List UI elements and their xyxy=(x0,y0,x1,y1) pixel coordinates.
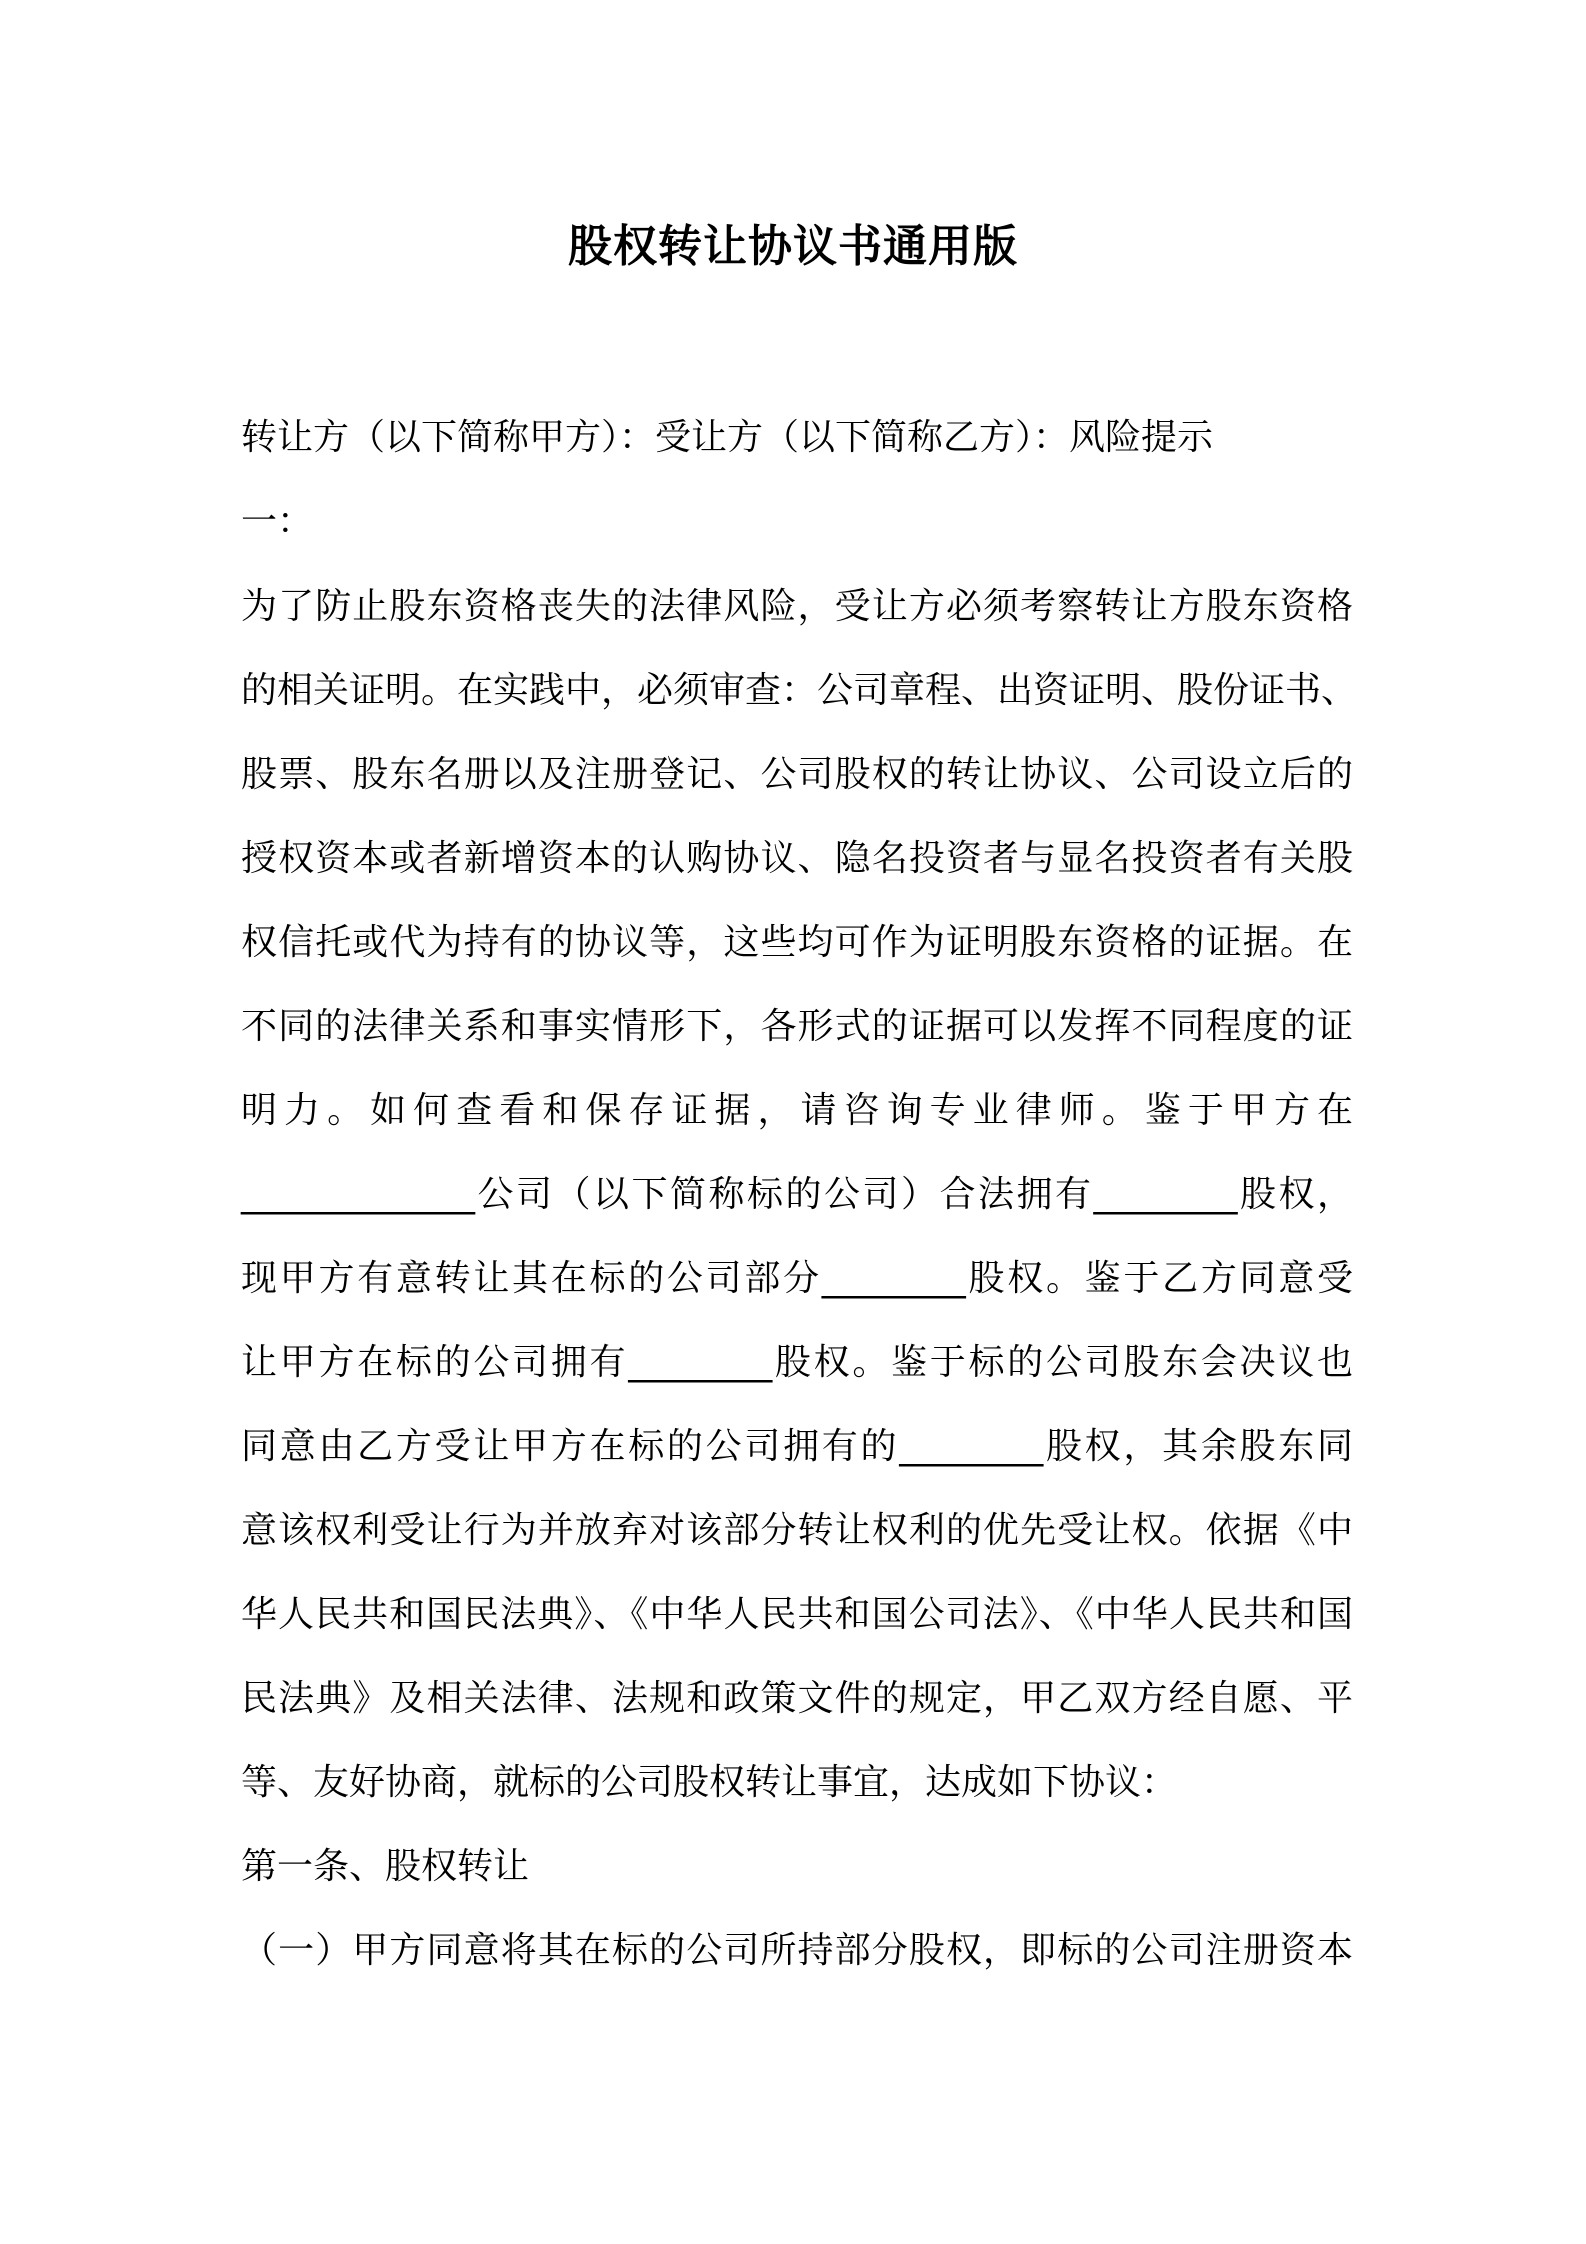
text-line-14: 意该权利受让行为并放弃对该部分转让权利的优先受让权。依据《中 xyxy=(241,1510,1353,1551)
text-line-1: 转让方（以下简称甲方）：受让方（以下简称乙方）：风险提示 xyxy=(241,417,1214,458)
text-line-9: 明力。如何查看和保存证据，请咨询专业律师。鉴于甲方在 xyxy=(241,1090,1353,1131)
text-line-17: 等、友好协商，就标的公司股权转让事宜，达成如下协议： xyxy=(241,1762,1178,1803)
text-line-5: 股票、股东名册以及注册登记、公司股权的转让协议、公司设立后的 xyxy=(241,754,1353,795)
text-line-10: _____________公司（以下简称标的公司）合法拥有________股权， xyxy=(241,1174,1353,1215)
text-line-7: 权信托或代为持有的协议等，这些均可作为证明股东资格的证据。在 xyxy=(241,922,1353,963)
text-line-16: 民法典》及相关法律、法规和政策文件的规定，甲乙双方经自愿、平 xyxy=(241,1678,1353,1719)
text-line-4: 的相关证明。在实践中，必须审查：公司章程、出资证明、股份证书、 xyxy=(241,670,1358,711)
document-title: 股权转让协议书通用版 xyxy=(568,221,1018,272)
text-line-12: 让甲方在标的公司拥有________股权。鉴于标的公司股东会决议也 xyxy=(241,1342,1353,1383)
text-line-2: 一： xyxy=(241,501,314,542)
text-line-3: 为了防止股东资格丧失的法律风险，受让方必须考察转让方股东资格 xyxy=(241,586,1353,627)
text-line-13: 同意由乙方受让甲方在标的公司拥有的________股权，其余股东同 xyxy=(241,1426,1353,1467)
text-line-11: 现甲方有意转让其在标的公司部分________股权。鉴于乙方同意受 xyxy=(241,1258,1353,1299)
text-line-15: 华人民共和国民法典》、《中华人民共和国公司法》、《中华人民共和国 xyxy=(241,1594,1353,1635)
section-heading-article-1: 第一条、股权转让 xyxy=(241,1846,530,1887)
text-line-19: （一）甲方同意将其在标的公司所持部分股权，即标的公司注册资本 xyxy=(241,1930,1353,1971)
text-line-6: 授权资本或者新增资本的认购协议、隐名投资者与显名投资者有关股 xyxy=(241,838,1353,879)
text-line-8: 不同的法律关系和事实情形下，各形式的证据可以发挥不同程度的证 xyxy=(241,1006,1353,1047)
